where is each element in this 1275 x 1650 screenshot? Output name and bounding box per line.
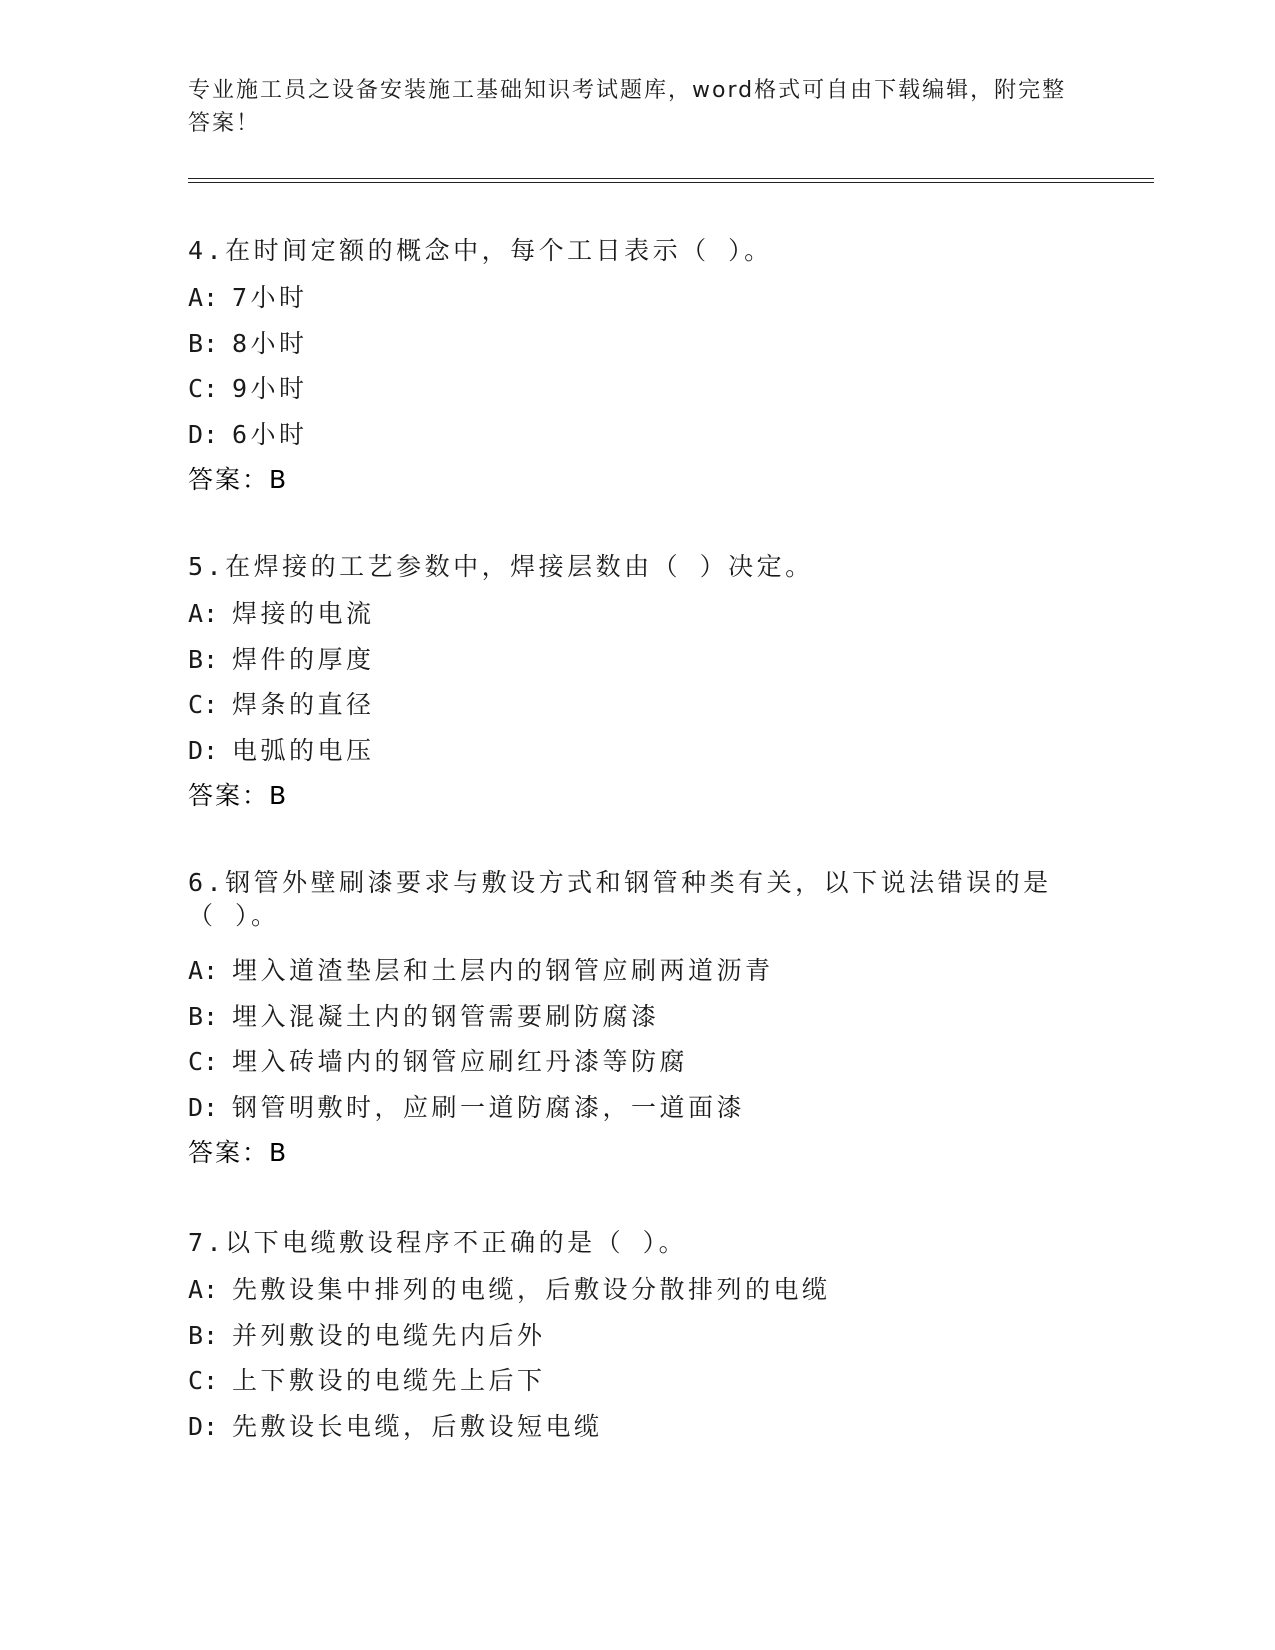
option-text: 电弧的电压	[232, 735, 375, 765]
question-stem: 5.在焊接的工艺参数中，焊接层数由（ ）决定。	[188, 552, 814, 581]
option-c	[188, 682, 1088, 728]
option-text: 钢管明敷时，应刷一道防腐漆，一道面漆	[232, 1092, 746, 1122]
option-b	[188, 994, 1088, 1040]
option-text: 焊件的厚度	[232, 644, 375, 674]
option-a	[188, 1267, 1088, 1313]
option-d	[188, 1404, 1088, 1450]
question-5	[188, 546, 1088, 818]
question-stem: 7.以下电缆敷设程序不正确的是（ ）。	[188, 1228, 688, 1257]
option-letter: D:	[188, 1411, 219, 1441]
option-c	[188, 1039, 1088, 1085]
option-text: 焊接的电流	[232, 599, 375, 628]
option-text: 7小时	[232, 283, 308, 312]
question-stem: 6.钢管外壁刷漆要求与敷设方式和钢管种类有关，以下说法错误的是（ ）。	[188, 868, 1052, 930]
option-letter: C:	[188, 374, 219, 403]
option-text: 先敷设集中排列的电缆，后敷设分散排列的电缆	[232, 1275, 831, 1304]
option-text: 焊条的直径	[232, 690, 375, 719]
option-letter: C:	[188, 1047, 219, 1076]
question-6	[188, 862, 1088, 1175]
option-letter: B:	[188, 328, 219, 358]
option-text: 8小时	[232, 328, 308, 358]
option-letter: D:	[188, 1092, 219, 1122]
option-b	[188, 1313, 1088, 1359]
answer-line: 答案：B	[188, 781, 289, 810]
answer-line: 答案：B	[188, 465, 289, 494]
option-d	[188, 412, 1088, 458]
option-text: 先敷设长电缆，后敷设短电缆	[232, 1411, 603, 1441]
option-letter: A:	[188, 956, 219, 985]
option-c	[188, 366, 1088, 412]
option-letter: A:	[188, 1275, 219, 1304]
option-text: 埋入砖墙内的钢管应刷红丹漆等防腐	[232, 1047, 689, 1076]
option-a	[188, 275, 1088, 321]
option-c	[188, 1358, 1088, 1404]
question-stem: 4.在时间定额的概念中，每个工日表示（ ）。	[188, 236, 773, 265]
document-header: 专业施工员之设备安装施工基础知识考试题库，word格式可自由下载编辑，附完整答案！	[188, 78, 1067, 136]
option-a	[188, 591, 1088, 637]
option-text: 上下敷设的电缆先上后下	[232, 1366, 546, 1395]
option-d	[188, 728, 1088, 774]
option-letter: A:	[188, 599, 219, 628]
header-divider-top	[188, 178, 1154, 179]
option-letter: D:	[188, 735, 219, 765]
option-b	[188, 321, 1088, 367]
answer-line: 答案：B	[188, 1138, 289, 1167]
option-d	[188, 1085, 1088, 1131]
option-letter: A:	[188, 283, 219, 312]
option-letter: B:	[188, 644, 219, 674]
option-a	[188, 948, 1088, 994]
option-letter: B:	[188, 1320, 219, 1350]
option-letter: C:	[188, 690, 219, 719]
option-letter: D:	[188, 419, 219, 449]
option-text: 并列敷设的电缆先内后外	[232, 1320, 546, 1350]
option-letter: B:	[188, 1001, 219, 1031]
header-divider-bottom	[188, 182, 1154, 183]
option-text: 埋入道渣垫层和土层内的钢管应刷两道沥青	[232, 956, 774, 985]
option-text: 9小时	[232, 374, 308, 403]
option-text: 埋入混凝土内的钢管需要刷防腐漆	[232, 1001, 660, 1031]
question-4	[188, 230, 1088, 502]
option-b	[188, 637, 1088, 683]
question-7	[188, 1222, 1088, 1449]
option-letter: C:	[188, 1366, 219, 1395]
option-text: 6小时	[232, 419, 308, 449]
